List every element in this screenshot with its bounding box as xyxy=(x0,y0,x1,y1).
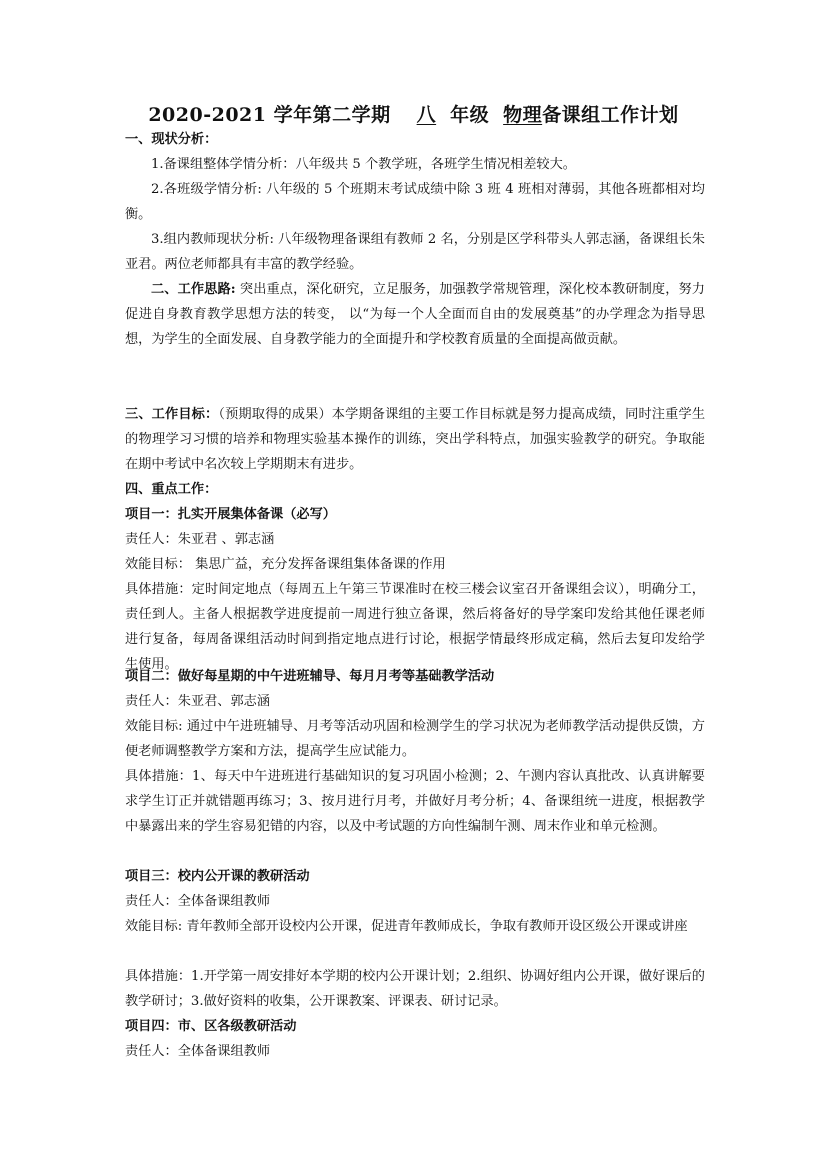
project-1-owner: 责任人：朱亚君 、郭志涵 xyxy=(125,532,275,547)
project-2-title: 项目二：做好每星期的中午进班辅导、每月月考等基础教学活动 xyxy=(125,669,495,684)
section-1-para-1: 1.备课组整体学情分析：八年级共 5 个教学班，各班学生情况相差较大。 xyxy=(151,157,576,172)
title-grade: 八 xyxy=(416,104,437,126)
title-tail: 备课组工作计划 xyxy=(542,104,679,126)
section-1-para-3: 3.组内教师现状分析: 八年级物理备课组有教师 2 名，分别是区学科带头人郭志涵，备课组长朱亚君。两位老师都具有丰富的教学经验。 xyxy=(125,232,705,272)
project-1-title: 项目一：扎实开展集体备课（必写） xyxy=(125,507,336,522)
project-3-goal: 效能目标: 青年教师全部开设校内公开课，促进青年教师成长，争取有教师开设区级公开课或讲座 xyxy=(125,919,688,934)
title-subject: 物理 xyxy=(503,104,543,126)
project-3-owner: 责任人：全体备课组教师 xyxy=(125,894,271,909)
section-3-heading: 三、工作目标： xyxy=(125,407,219,422)
section-1-para-2: 2.各班级学情分析: 八年级的 5 个班期末考试成绩中除 3 班 4 班相对薄弱，其他各班都相对均衡。 xyxy=(125,182,705,222)
section-2-paragraph xyxy=(125,277,705,352)
project-2-owner: 责任人：朱亚君、郭志涵 xyxy=(125,694,271,709)
project-4-owner: 责任人：全体备课组教师 xyxy=(125,1044,271,1059)
section-4-heading: 四、重点工作： xyxy=(125,482,218,497)
title-grade-suffix: 年级 xyxy=(450,104,490,126)
document-title xyxy=(0,100,827,127)
project-4-title: 项目四：市、区各级教研活动 xyxy=(125,1019,297,1034)
section-1-heading: 一、现状分析： xyxy=(125,132,218,147)
section-3-paragraph xyxy=(125,402,705,477)
project-1-goal: 效能目标： 集思广益，充分发挥备课组集体备课的作用 xyxy=(125,557,446,572)
title-year-term: 2020-2021 学年第二学期 xyxy=(148,104,391,126)
section-3-text: （预期取得的成果）本学期备课组的主要工作目标就是努力提高成绩，同时注重学生的物理学习习惯的培养和物理实验基本操作的训练，突出学科特点，加强实验教学的研究。争取能在期中考试中名次较上学期期末有进步。 xyxy=(125,407,706,472)
project-2-measures: 具体措施：1、每天中午进班进行基础知识的复习巩固小检测；2、午测内容认真批改、认真讲解要求学生订正并就错题再练习；3、按月进行月考，并做好月考分析；4、备课组统一进度，根据教学中暴露出来的学生容易犯错的内容，以及中考试题的方向性编制午测、周末作业和单元检测。 xyxy=(125,769,705,834)
project-2-goal: 效能目标: 通过中午进班辅导、月考等活动巩固和检测学生的学习状况为老师教学活动提供反馈，方便老师调整教学方案和方法，提高学生应试能力。 xyxy=(125,719,705,759)
project-3-measures: 具体措施：1.开学第一周安排好本学期的校内公开课计划；2.组织、协调好组内公开课，做好课后的教学研讨；3.做好资料的收集，公开课教案、评课表、研讨记录。 xyxy=(125,969,705,1009)
section-2-heading: 二、工作思路: xyxy=(151,282,236,297)
project-3-title: 项目三：校内公开课的教研活动 xyxy=(125,869,310,884)
project-1-measures: 具体措施：定时间定地点（每周五上午第三节课准时在校三楼会议室召开备课组会议），明确分工，责任到人。主备人根据教学进度提前一周进行独立备课，然后将备好的导学案印发给其他任课老师进行复备，每周备课组活动时间到指定地点进行讨论，根据学情最终形成定稿，然后去复印发给学生使用。 xyxy=(125,582,705,672)
section-2-text: 突出重点，深化研究，立足服务，加强教学常规管理，深化校本教研制度，努力促进自身教育教学思想方法的转变， 以“为每一个人全面而自由的发展奠基”的办学理念为指导思想，为学生的全面发展、自身教学能力的全面提升和学校教育质量的全面提高做贡献。 xyxy=(125,282,705,347)
